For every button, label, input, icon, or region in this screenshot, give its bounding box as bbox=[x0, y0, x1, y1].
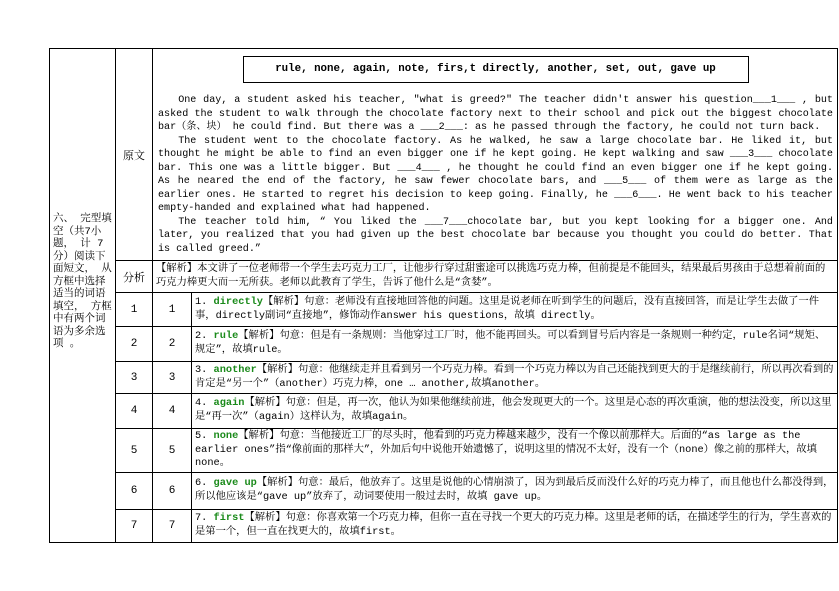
passage-paragraph: The teacher told him, “ You liked the ___7___chocolate bar, but you kept looking for a bigger one. And later, you realized that you had given up the best chocolate bar because you thought you could do better. That is called greed.” bbox=[158, 216, 833, 255]
answer-number-2: 3 bbox=[153, 362, 192, 394]
passage-cell bbox=[153, 49, 838, 261]
answer-number: 4 bbox=[116, 394, 153, 429]
section-label: 六、 完型填空（共7小题， 计 7 分）阅读下面短文， 从方框中选择适当的词语填空， 方框中有两个词语为多余选项 。 bbox=[53, 213, 112, 350]
answer-analysis: 5. none【解析】句意：当他接近工厂的尽头时，他看到的巧克力棒越来越少，没有一个像以前那样大。后面的“as large as the earlier ones”指“像前面的那样大”，外加后句中说他开始遗憾了，说明这里的情况不太好，没有一个（none）像之前的那样大，故填none。 bbox=[192, 429, 838, 473]
section-cell bbox=[50, 49, 116, 543]
analysis-summary: 【解析】本文讲了一位老师带一个学生去巧克力工厂，让他步行穿过甜蜜途可以挑选巧克力棒，但前提是不能回头，结果最后男孩由于总想着前面的巧克力棒更大而一无所获。老师以此教育了学生，告诉了他什么是“贪婪”。 bbox=[153, 261, 838, 293]
answer-number: 1 bbox=[116, 293, 153, 327]
analysis-header: 分析 bbox=[116, 261, 153, 293]
answer-number-2: 4 bbox=[153, 394, 192, 429]
answer-word: directly bbox=[213, 295, 263, 308]
word-box: rule, none, again, note, firs,t directly, another, set, out, gave up bbox=[243, 56, 749, 83]
passage-paragraph: One day, a student asked his teacher, "what is greed?" The teacher didn't answer his question___1___ , but asked the student to walk through the chocolate factory next to their school and pick out the biggest chocolate bar（条、块） he could find. But there was a ___2___: as he passed through the factory, he could not turn back. bbox=[158, 95, 833, 133]
answer-number-2: 7 bbox=[153, 510, 192, 543]
answer-number: 5 bbox=[116, 429, 153, 473]
answer-number: 7 bbox=[116, 510, 153, 543]
answer-number-2: 2 bbox=[153, 327, 192, 362]
answer-word: gave up bbox=[213, 477, 257, 490]
answer-word: rule bbox=[213, 330, 239, 343]
answer-row bbox=[50, 293, 838, 327]
question-table bbox=[49, 48, 838, 543]
passage-paragraph: The student went to the chocolate factory. As he walked, he saw a large chocolate bar. He liked it, but thought he might be able to find an even bigger one if he kept going. He kept walking and saw ___3___ chocolate bar. This one was a little bigger. But ___4___ , he thought he could find an even bigger one if he kept going. As he neared the end of the factory, he saw fewer chocolate bars, and ___5___ of them were as large as the earlier ones. He started to regret his decision to keep going. Finally, he ___6___. He went back to his teacher empty-handed and explained what had happened. bbox=[158, 135, 833, 214]
answer-row bbox=[50, 362, 838, 394]
answer-row bbox=[50, 510, 838, 543]
answer-word: again bbox=[213, 397, 245, 410]
answer-number: 6 bbox=[116, 473, 153, 510]
answer-text: 【解析】句意：但是有一条规则：当他穿过工厂时，他不能再回头。可以看到冒号后内容是一条规则一种约定，rule名词“规矩、规定”，故填rule。 bbox=[195, 330, 826, 356]
analysis-row bbox=[50, 261, 838, 293]
answer-text: 【解析】句意：你喜欢第一个巧克力棒，但你一直在寻找一个更大的巧克力棒。这里是老师的话，在描述学生的行为，学生喜欢的是第一个，但一直在找更大的，故填first。 bbox=[195, 512, 832, 538]
answer-number: 2 bbox=[116, 327, 153, 362]
answer-text: 【解析】句意：但是，再一次，他认为如果他继续前进，他会发现更大的一个。这里是心态的再次重演，他的想法没变，所以这里是“再一次”（again）这样认为，故填again。 bbox=[195, 397, 832, 423]
answer-analysis: 1. directly【解析】句意：老师没有直接地回答他的问题。这里是说老师在听到学生的问题后，没有直接回答，而是让学生去做了一件事，directly副词“直接地”，修饰动作answer his questions，故填 directly。 bbox=[192, 293, 838, 327]
answer-word: another bbox=[213, 363, 257, 376]
answer-number-2: 1 bbox=[153, 293, 192, 327]
passage-row bbox=[50, 49, 838, 261]
answer-analysis: 7. first【解析】句意：你喜欢第一个巧克力棒，但你一直在寻找一个更大的巧克力棒。这里是老师的话，在描述学生的行为，学生喜欢的是第一个，但一直在找更大的，故填first。 bbox=[192, 510, 838, 543]
answer-text: 【解析】句意：老师没有直接地回答他的问题。这里是说老师在听到学生的问题后，没有直接回答，而是让学生去做了一件事，directly副词“直接地”，修饰动作answer his questions，故填 directly。 bbox=[195, 295, 820, 322]
answer-text: 【解析】句意：他继续走并且看到另一个巧克力棒。看到一个巧克力棒以为自己还能找到更大的于是继续前行，所以再次看到的肯定是“另一个”（another）巧克力棒，one … another,故填another。 bbox=[195, 363, 834, 390]
answer-number-2: 6 bbox=[153, 473, 192, 510]
answer-analysis: 6. gave up【解析】句意：最后，他放弃了。这里是说他的心情崩溃了，因为到最后反而没什么好的巧克力棒了，而且他也什么都没得到，所以他应该是“gave up”放弃了，动词要使用一般过去时，故填 gave up。 bbox=[192, 473, 838, 510]
passage-text bbox=[158, 94, 833, 256]
answer-row bbox=[50, 473, 838, 510]
answer-row bbox=[50, 429, 838, 473]
answer-text: 【解析】句意：当他接近工厂的尽头时，他看到的巧克力棒越来越少，没有一个像以前那样大。后面的“as large as the earlier ones”指“像前面的那样大”，外加后句中说他开始遗憾了，说明这里的情况不太好，没有一个（none）像之前的那样大，故填none。 bbox=[195, 430, 817, 470]
answer-number: 3 bbox=[116, 362, 153, 394]
passage-header: 原文 bbox=[116, 49, 153, 261]
answer-analysis: 2. rule【解析】句意：但是有一条规则：当他穿过工厂时，他不能再回头。可以看到冒号后内容是一条规则一种约定，rule名词“规矩、规定”，故填rule。 bbox=[192, 327, 838, 362]
answer-number-2: 5 bbox=[153, 429, 192, 473]
answer-word: none bbox=[213, 430, 239, 443]
answer-analysis: 4. again【解析】句意：但是，再一次，他认为如果他继续前进，他会发现更大的一个。这里是心态的再次重演，他的想法没变，所以这里是“再一次”（again）这样认为，故填again。 bbox=[192, 394, 838, 429]
answer-analysis: 3. another【解析】句意：他继续走并且看到另一个巧克力棒。看到一个巧克力棒以为自己还能找到更大的于是继续前行，所以再次看到的肯定是“另一个”（another）巧克力棒，one … another,故填another。 bbox=[192, 362, 838, 394]
answer-word: first bbox=[213, 512, 245, 525]
answer-row bbox=[50, 327, 838, 362]
answer-text: 【解析】句意：最后，他放弃了。这里是说他的心情崩溃了，因为到最后反而没什么好的巧克力棒了，而且他也什么都没得到，所以他应该是“gave up”放弃了，动词要使用一般过去时，故填 gave up。 bbox=[195, 477, 834, 503]
answer-row bbox=[50, 394, 838, 429]
